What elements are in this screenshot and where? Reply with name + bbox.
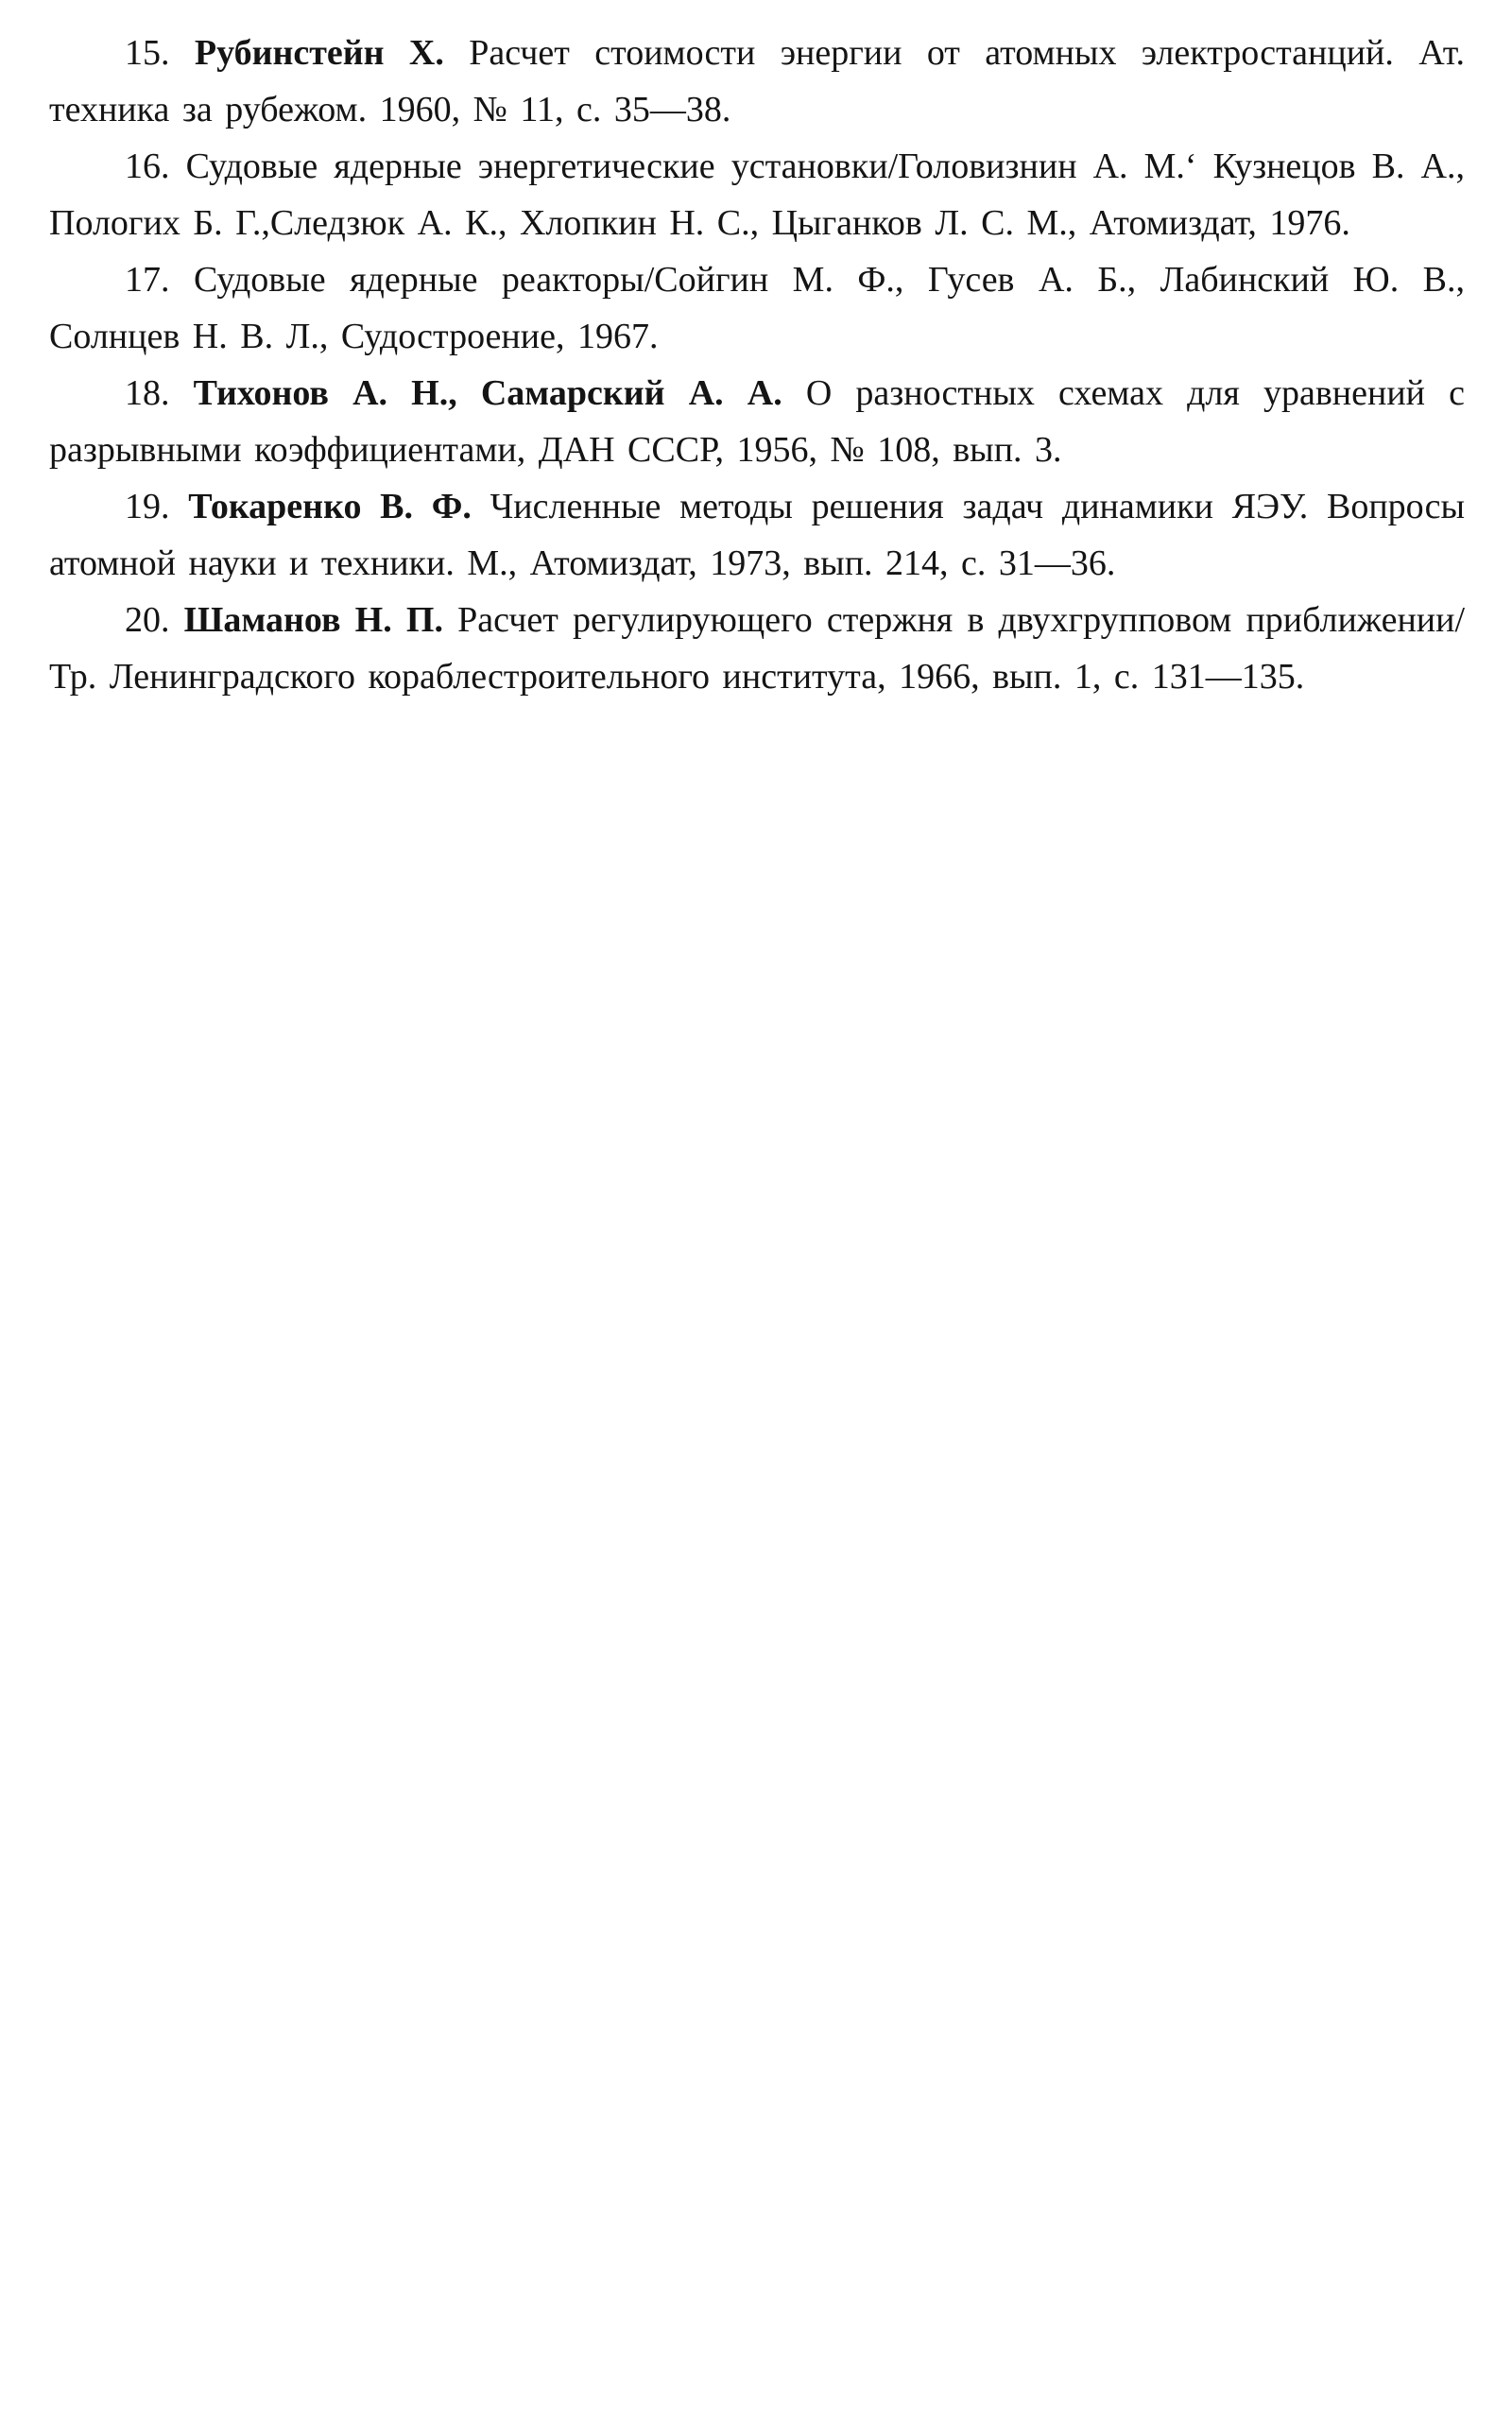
reference-text: Судовые ядерные реакторы/Сойгин М. Ф., Гусев А. Б., Лабинский Ю. В., Солнцев Н. В. Л., Судостроение, 1967.: [49, 260, 1466, 356]
reference-item: [49, 251, 1465, 365]
reference-number: 17.: [125, 260, 170, 300]
reference-number: 15.: [125, 33, 170, 73]
reference-item: [49, 592, 1465, 705]
reference-item: [49, 365, 1465, 478]
reference-authors: Тихонов А. Н., Самарский А. А.: [193, 373, 782, 413]
reference-authors: Рубинстейн Х.: [194, 33, 444, 73]
reference-number: 19.: [125, 487, 170, 526]
reference-item: [49, 478, 1465, 592]
reference-text: Расчет стоимости энергии от атомных электростанций. Ат. техника за рубежом. 1960, № 11, с. 35—38.: [49, 33, 1466, 129]
reference-authors: Шаманов Н. П.: [183, 600, 443, 640]
reference-authors: Токаренко В. Ф.: [188, 487, 472, 526]
reference-list: [49, 25, 1465, 705]
reference-item: [49, 25, 1465, 138]
reference-number: 18.: [125, 373, 170, 413]
reference-text: Численные методы решения задач динамики ЯЭУ. Вопросы атомной науки и техники. М., Атомиздат, 1973, вып. 214, с. 31—36.: [49, 487, 1466, 583]
reference-number: 20.: [125, 600, 170, 640]
reference-item: [49, 138, 1465, 251]
reference-text: Судовые ядерные энергетические установки/Головизнин А. М.‘ Кузнецов В. А., Пологих Б. Г.,Следзюк А. К., Хлопкин Н. С., Цыганков Л. С. М., Атомиздат, 1976.: [49, 146, 1465, 243]
reference-text: О разностных схемах для уравнений с разрывными коэффициентами, ДАН СССР, 1956, № 108, вып. 3.: [49, 373, 1465, 470]
reference-number: 16.: [125, 146, 170, 186]
reference-text: Расчет регулирующего стержня в двухгрупповом приближении/Тр. Ленинградского кораблестроительного института, 1966, вып. 1, с. 131—135.: [49, 600, 1466, 697]
